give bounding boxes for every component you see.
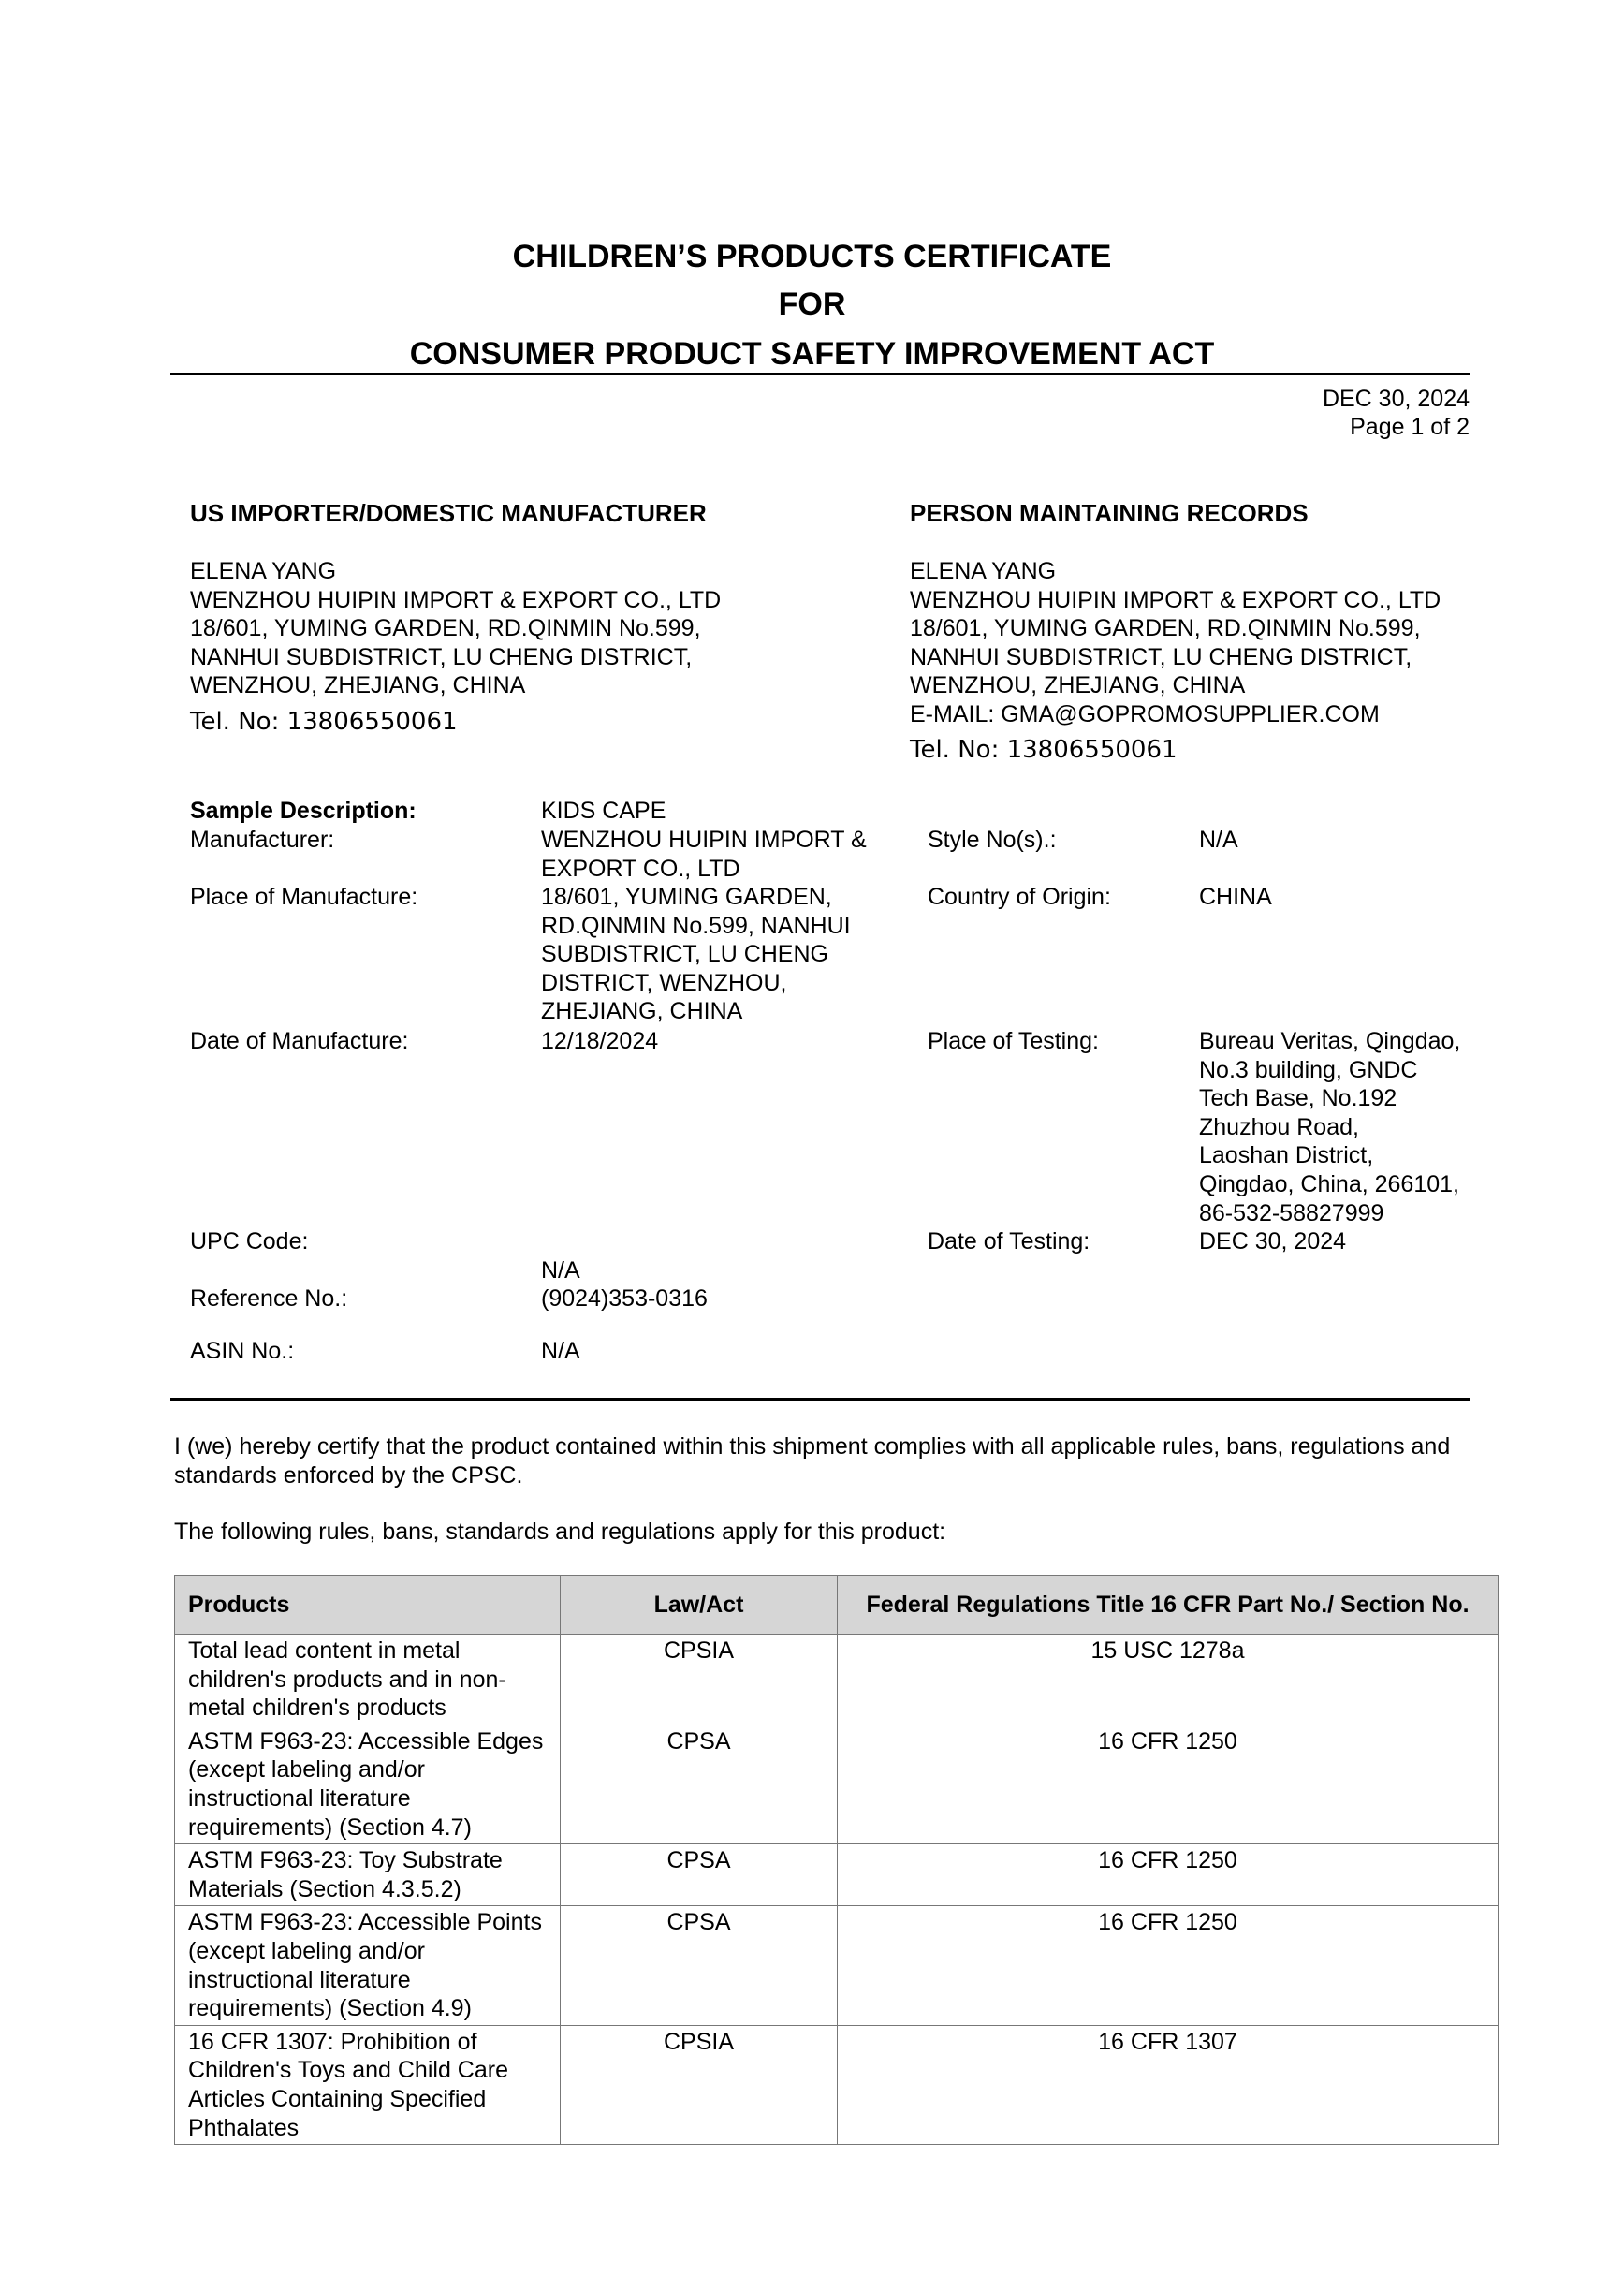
date-of-manufacture-label: Date of Manufacture: — [190, 1028, 409, 1054]
row-law-act: CPSA — [561, 1844, 838, 1906]
date-of-testing-value: DEC 30, 2024 — [1199, 1228, 1347, 1255]
page-number: Page 1 of 2 — [1350, 414, 1470, 440]
row-product: ASTM F963-23: Accessible Edges (except labeling and/or instructional literature requirements) (Section 4.7) — [175, 1725, 561, 1843]
table-row — [175, 1844, 1499, 1906]
records-address: ELENA YANG WENZHOU HUIPIN IMPORT & EXPORT CO., LTD 18/601, YUMING GARDEN, RD.QINMIN No.599, NANHUI SUBDISTRICT, LU CHENG DISTRICT, WENZHOU, ZHEJIANG, CHINA E-MAIL: GMA@GOPROMOSUPPLIER.COM — [910, 558, 1441, 727]
table-header-row — [175, 1576, 1499, 1635]
row-law-act: CPSA — [561, 1906, 838, 2025]
certificate-title-act: CONSUMER PRODUCT SAFETY IMPROVEMENT ACT — [409, 336, 1215, 372]
row-law-act: CPSIA — [561, 2025, 838, 2144]
manufacturer-value: WENZHOU HUIPIN IMPORT & EXPORT CO., LTD — [541, 827, 867, 882]
row-cfr-section: 16 CFR 1250 — [838, 1725, 1499, 1843]
date-of-testing-label: Date of Testing: — [928, 1228, 1090, 1255]
reference-no-label: Reference No.: — [190, 1285, 348, 1312]
row-product: ASTM F963-23: Toy Substrate Materials (Section 4.3.5.2) — [175, 1844, 561, 1906]
upc-code-label: UPC Code: — [190, 1228, 309, 1255]
certificate-title: CHILDREN’S PRODUCTS CERTIFICATE — [512, 239, 1112, 274]
row-product: Total lead content in metal children's products and in non-metal children's products — [175, 1635, 561, 1725]
table-row — [175, 1635, 1499, 1725]
document-date: DEC 30, 2024 — [1322, 386, 1470, 412]
manufacturer-label: Manufacturer: — [190, 827, 335, 853]
place-of-testing-value: Bureau Veritas, Qingdao, No.3 building, GNDC Tech Base, No.192 Zhuzhou Road, Laoshan District, Qingdao, China, 266101, 86-532-58827999 — [1199, 1028, 1461, 1226]
table-row — [175, 1725, 1499, 1843]
style-no-label: Style No(s).: — [928, 827, 1057, 853]
row-law-act: CPSA — [561, 1725, 838, 1843]
records-tel: Tel. No: 13806550061 — [910, 736, 1178, 764]
place-of-manufacture-label: Place of Manufacture: — [190, 884, 418, 910]
certification-statement: I (we) hereby certify that the product contained within this shipment complies with all applicable rules, bans, regulations and standards enforced by the CPSC. — [174, 1433, 1451, 1489]
row-product: ASTM F963-23: Accessible Points (except labeling and/or instructional literature requirements) (Section 4.9) — [175, 1906, 561, 2025]
regulations-table — [174, 1575, 1499, 2145]
header-law-act: Law/Act — [561, 1576, 838, 1635]
header-products: Products — [175, 1576, 561, 1635]
row-cfr-section: 16 CFR 1307 — [838, 2025, 1499, 2144]
row-law-act: CPSIA — [561, 1635, 838, 1725]
date-of-manufacture-value: 12/18/2024 — [541, 1028, 659, 1054]
rules-intro: The following rules, bans, standards and regulations apply for this product: — [174, 1519, 946, 1545]
row-cfr-section: 16 CFR 1250 — [838, 1844, 1499, 1906]
country-of-origin-label: Country of Origin: — [928, 884, 1111, 910]
importer-tel: Tel. No: 13806550061 — [190, 708, 458, 736]
place-of-manufacture-value: 18/601, YUMING GARDEN, RD.QINMIN No.599, NANHUI SUBDISTRICT, LU CHENG DISTRICT, WENZHOU, ZHEJIANG, CHINA — [541, 884, 851, 1025]
row-cfr-section: 16 CFR 1250 — [838, 1906, 1499, 2025]
records-heading: PERSON MAINTAINING RECORDS — [910, 499, 1309, 527]
importer-heading: US IMPORTER/DOMESTIC MANUFACTURER — [190, 499, 707, 527]
upc-code-value: N/A — [541, 1257, 580, 1284]
style-no-value: N/A — [1199, 827, 1238, 853]
sample-description-value: KIDS CAPE — [541, 798, 666, 824]
row-cfr-section: 15 USC 1278a — [838, 1635, 1499, 1725]
title-divider — [170, 373, 1470, 375]
row-product: 16 CFR 1307: Prohibition of Children's Toys and Child Care Articles Containing Specified Phthalates — [175, 2025, 561, 2144]
importer-address: ELENA YANG WENZHOU HUIPIN IMPORT & EXPORT CO., LTD 18/601, YUMING GARDEN, RD.QINMIN No.599, NANHUI SUBDISTRICT, LU CHENG DISTRICT, WENZHOU, ZHEJIANG, CHINA — [190, 558, 722, 699]
table-row — [175, 1906, 1499, 2025]
asin-no-label: ASIN No.: — [190, 1338, 295, 1364]
certificate-title-for: FOR — [778, 286, 846, 322]
table-row — [175, 2025, 1499, 2144]
reference-no-value: (9024)353-0316 — [541, 1285, 708, 1312]
details-divider — [170, 1398, 1470, 1401]
asin-no-value: N/A — [541, 1338, 580, 1364]
country-of-origin-value: CHINA — [1199, 884, 1272, 910]
sample-description-label: Sample Description: — [190, 798, 417, 824]
place-of-testing-label: Place of Testing: — [928, 1028, 1099, 1054]
header-cfr-section: Federal Regulations Title 16 CFR Part No./ Section No. — [838, 1576, 1499, 1635]
